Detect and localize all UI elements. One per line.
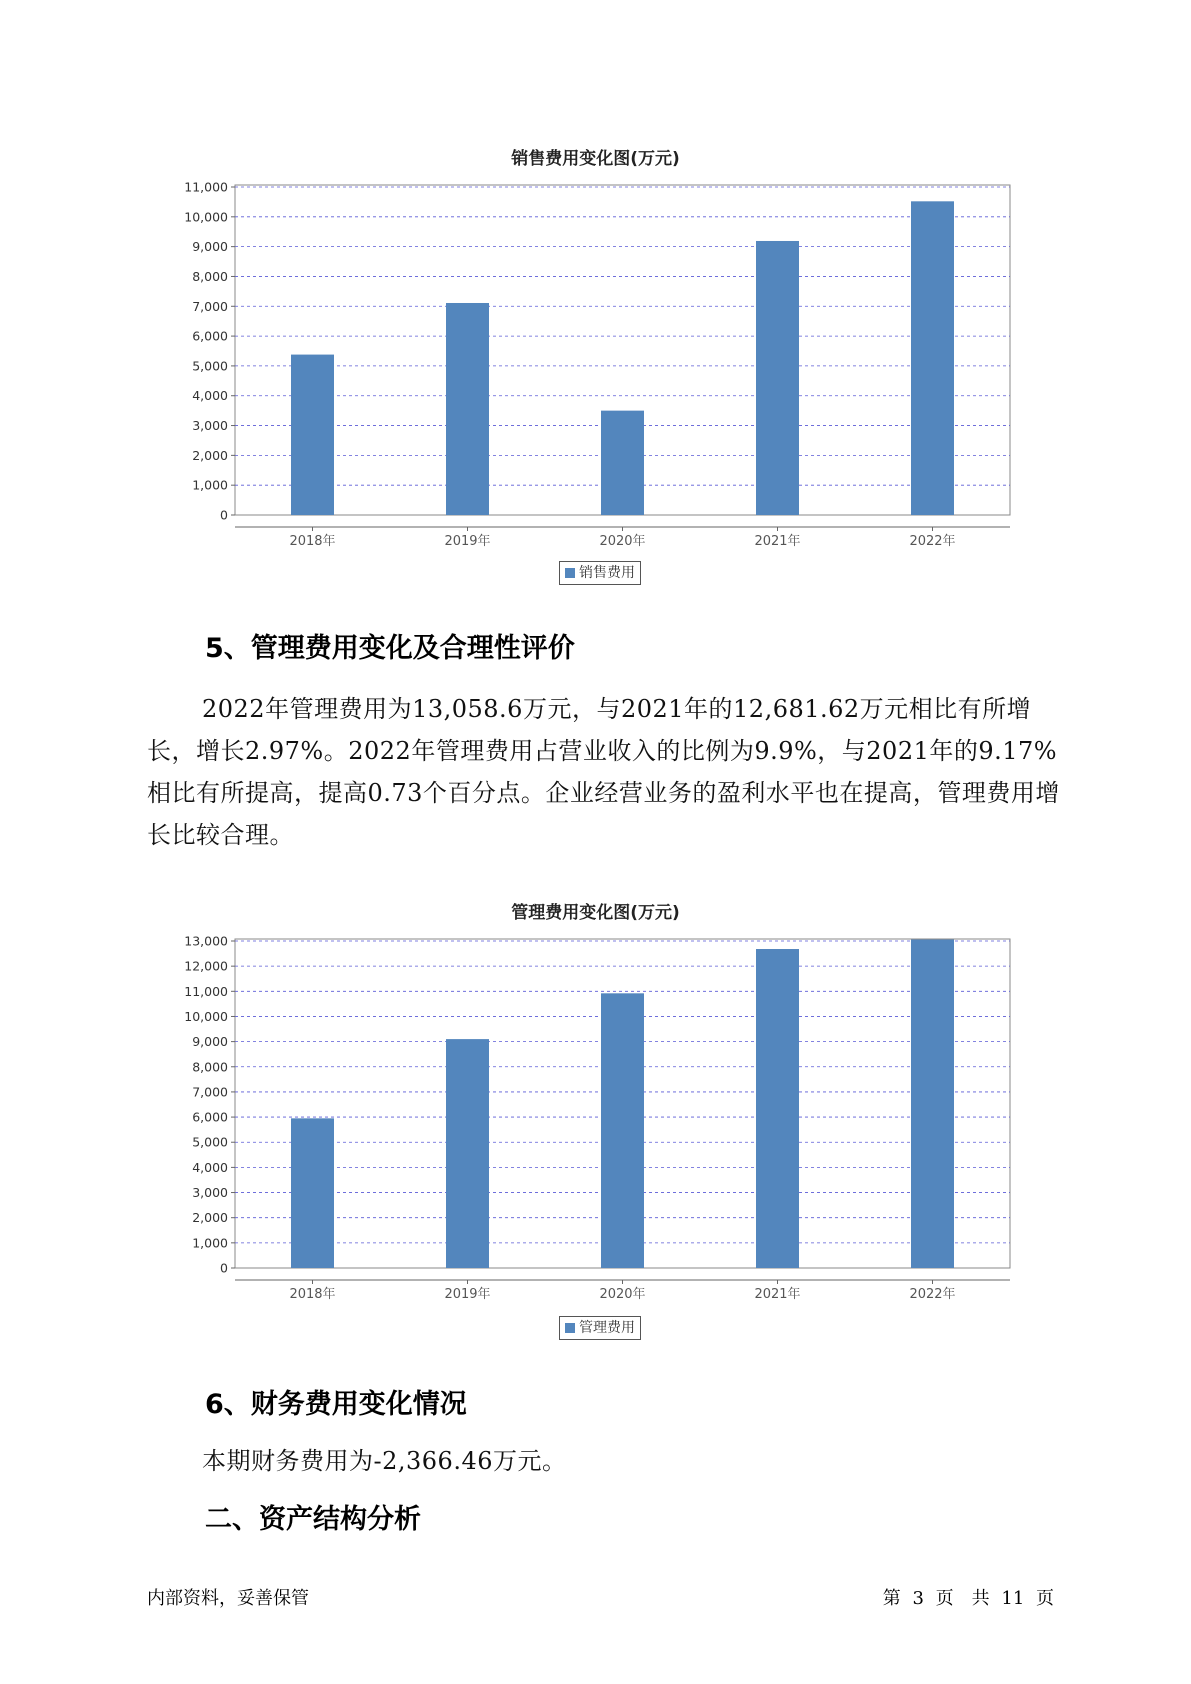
y-tick-label: 2,000 [192,1210,228,1226]
y-tick-label: 10,000 [184,209,228,225]
bar [446,1039,489,1268]
y-tick-label: 10,000 [184,1008,228,1024]
legend-swatch-icon [565,1323,575,1333]
y-tick-label: 1,000 [192,477,228,493]
admin-chart-title: 管理费用变化图(万元) [511,903,680,923]
y-tick-label: 0 [220,1260,228,1276]
section-5-heading: 5、管理费用变化及合理性评价 [205,633,575,664]
x-tick-label: 2019年 [444,1287,491,1302]
y-tick-label: 8,000 [192,1059,228,1075]
x-tick-label: 2020年 [599,1287,646,1302]
bar [756,949,799,1268]
y-tick-label: 4,000 [192,388,228,404]
y-tick-label: 0 [220,507,228,523]
legend-label: 管理费用 [579,1320,635,1336]
section-6-heading: 6、财务费用变化情况 [205,1389,467,1420]
footer-page-number: 第 3 页 共 11 页 [882,1588,1054,1609]
y-tick-label: 9,000 [192,239,228,255]
y-tick-label: 3,000 [192,418,228,434]
x-tick-label: 2021年 [754,534,801,549]
y-tick-label: 9,000 [192,1034,228,1050]
section-5-paragraph: 2022年管理费用为13,058.6万元，与2021年的12,681.62万元相比有所增长，增长2.97%。2022年管理费用占营业收入的比例为9.9%，与2021年的9.17%相比有所提高，提高0.73个百分点。企业经营业务的盈利水平也在提高，管理费用增长比较合理。 [147,695,1060,849]
x-tick-label: 2018年 [289,534,336,549]
legend-label: 销售费用 [579,565,635,581]
y-tick-label: 11,000 [184,983,228,999]
x-tick-label: 2019年 [444,534,491,549]
y-tick-label: 3,000 [192,1185,228,1201]
bar [601,993,644,1268]
y-tick-label: 7,000 [192,298,228,314]
y-tick-label: 6,000 [192,1109,228,1125]
y-tick-label: 12,000 [184,958,228,974]
section-6-paragraph: 本期财务费用为-2,366.46万元。 [202,1447,567,1475]
x-tick-label: 2022年 [909,1287,956,1302]
x-tick-label: 2021年 [754,1287,801,1302]
y-tick-label: 11,000 [184,179,228,195]
y-tick-label: 4,000 [192,1159,228,1175]
admin-chart-legend [559,1316,641,1340]
section-2-heading: 二、资产结构分析 [205,1504,421,1535]
y-tick-label: 7,000 [192,1084,228,1100]
y-tick-label: 1,000 [192,1235,228,1251]
y-tick-label: 8,000 [192,268,228,284]
sales-chart-title: 销售费用变化图(万元) [511,149,680,169]
footer-confidential-note: 内部资料，妥善保管 [147,1588,309,1609]
bar [291,1118,334,1268]
y-tick-label: 13,000 [184,933,228,949]
y-tick-label: 2,000 [192,447,228,463]
y-tick-label: 5,000 [192,1134,228,1150]
y-tick-label: 6,000 [192,328,228,344]
x-tick-label: 2018年 [289,1287,336,1302]
x-tick-label: 2022年 [909,534,956,549]
x-tick-label: 2020年 [599,534,646,549]
bar [911,940,954,1268]
y-tick-label: 5,000 [192,358,228,374]
